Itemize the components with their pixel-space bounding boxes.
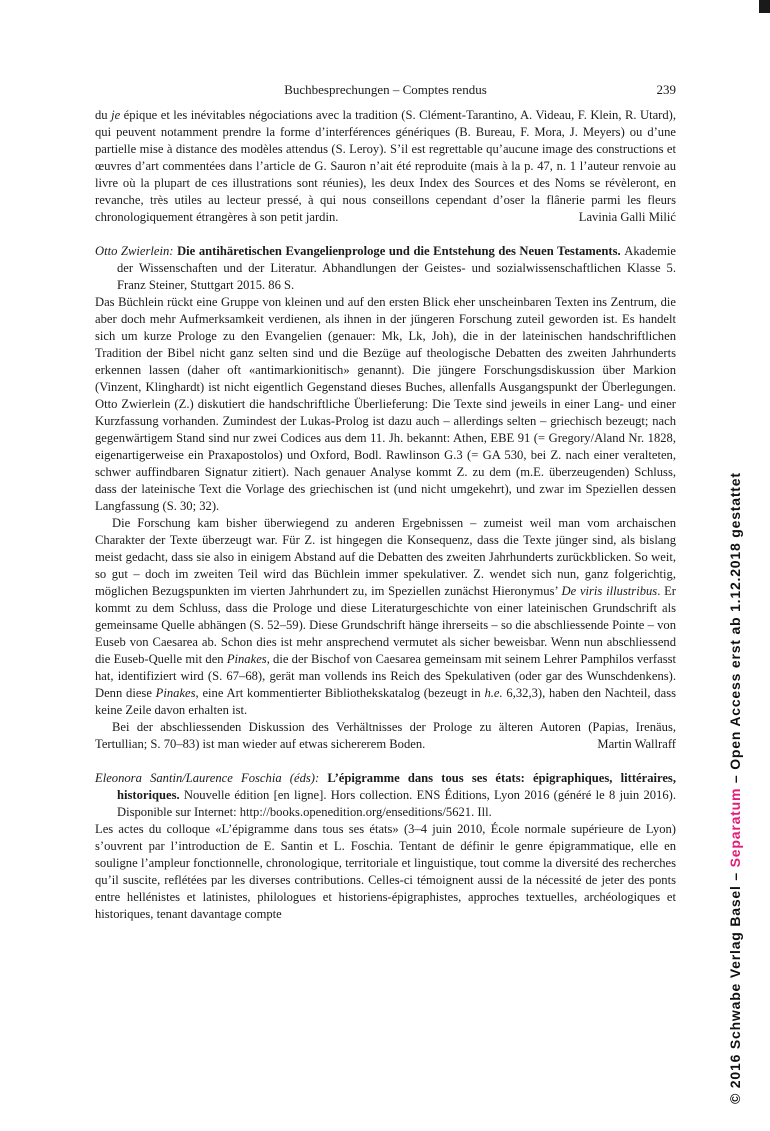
- paragraph-text: Les actes du colloque «L’épigramme dans tous ses états» (3–4 juin 2010, École normale supérieure de Lyon) s’ouvrent par l’introduction de E. Santin et L. Foschia. Tentant de définir le genre épigrammatique, elle en souligne l’ampleur fonctionnelle, chronologique, territoriale et linguistique, tout comme la diversité des recherches qu’il suscite, reflétées par les diverses contributions. Celles-ci témoignent aussi de la nécessité de jeter des ponts entre hellénistes et latinistes, philologues et historiens-épigraphistes, approches textuelles, archéologiques et historiques, tenant davantage compte: [95, 822, 676, 921]
- reviewer-signature: Lavinia Galli Milić: [578, 210, 676, 224]
- review-zwierlein: [95, 243, 676, 753]
- copyright-sidebar: [727, 472, 743, 1104]
- paragraph-text: Bei der abschliessenden Diskussion des Verhältnisses der Prologe zu älteren Autoren (Papias, Irenäus, Tertullian; S. 70–83) ist man wieder auf etwas sichererem Boden.: [95, 720, 676, 751]
- text-block: [95, 107, 676, 923]
- review-paragraph: [95, 821, 676, 923]
- paragraph-text: Die Forschung kam bisher überwiegend zu anderen Ergebnissen – zumeist weil man vom archaischen Charakter der Texte überzeugt war. Für Z. ist hingegen die Konsequenz, dass die Texte jünger sind, als bislang meist gedacht, dass sie also in einigem Abstand auf die Debatten des zweiten Jahrhunderts zurückblicken. So weit, so gut – doch im zweiten Teil wird das Büchlein immer spekulativer. Z. wendet sich nun, ganz folgerichtig, möglichen Bezugspunkten im vierten Jahrhundert zu, im Speziellen zunächst Hieronymus’ De viris illustribus. Er kommt zu dem Schluss, dass die Prologe und diese Literaturgeschichte von einer lateinischen Grundschrift als gemeinsame Quelle abhängen (S. 52–59). Diese Grundschrift hänge ihrerseits – so die abschliessende Pointe – von Euseb von Caesarea ab. Schon dies ist mehr ansprechend vermutet als sicher beweisbar. Wenn nun abschliessend die Euseb-Quelle mit den Pinakes, die der Bischof von Caesarea gemeinsam mit seinem Lehrer Pamphilos verfasst hat, identifiziert wird (S. 67–68), gerät man vollends ins Reich des Spekulativen (oder gar des Wunschdenkens). Denn diese Pinakes, eine Art kommentierter Bibliothekskatalog (bezeugt in h.e. 6,32,3), haben den Nachteil, dass keine Zeile davon erhalten ist.: [95, 516, 677, 717]
- copyright-text-right: – Open Access erst ab 1.12.2018 gestattet: [727, 472, 743, 788]
- heading-text: Eleonora Santin/Laurence Foschia (éds): L’épigramme dans tous ses états: épigraphiques, littéraires, historiques. Nouvelle édition [en ligne]. Hors collection. ENS Éditions, Lyon 2016 (généré le 8 juin 2016). Disponible sur Internet: http://books.openedition.org/enseditions/5621. Ill.: [95, 771, 676, 819]
- review-paragraph: [95, 294, 676, 515]
- review-galli-milic: [95, 107, 676, 226]
- review-paragraph: [95, 515, 676, 719]
- heading-text: Otto Zwierlein: Die antihäretischen Evangelienprologe und die Entstehung des Neuen Testaments. Akademie der Wissenschaften und der Literatur. Abhandlungen der Geistes- und sozialwissenschaftlichen Klasse 5. Franz Steiner, Stuttgart 2015. 86 S.: [95, 244, 676, 292]
- copyright-text-left: © 2016 Schwabe Verlag Basel –: [727, 867, 743, 1104]
- review-santin-foschia: [95, 770, 676, 923]
- review-paragraph: [95, 107, 676, 226]
- paragraph-text: du je épique et les inévitables négociations avec la tradition (S. Clément-Tarantino, A. Videau, F. Klein, R. Utard), qui peuvent notamment prendre la forme d’interférences génériques (B. Bureau, F. Mora, J. Meyers) ou d’une partielle mise à distance des modèles attendus (S. Leroy). S’il est regrettable qu’aucune image des constructions et œuvres d’art commentées dans l’article de G. Sauron n’ait été reproduite (mais à la p. 47, n. 1 l’auteur renvoie au livre où la plupart de ces illustrations sont réunies), les deux Index des Sources et des Noms se révèleront, en revanche, très utiles au lecteur pressé, à qui nous conseillons cependant d’oser la flânerie parmi les fleurs chronologiquement étrangères à son petit jardin.: [95, 108, 677, 224]
- running-header: [95, 81, 676, 98]
- review-heading: [95, 243, 676, 294]
- running-title: Buchbesprechungen – Comptes rendus: [284, 82, 487, 97]
- paragraph-text: Das Büchlein rückt eine Gruppe von kleinen und auf den ersten Blick eher unscheinbaren Texten ins Zentrum, die aber doch mehr Aufmerksamkeit verdienen, als ihnen in der jüngeren Forschung zuteil geworden ist. Es handelt sich um kurze Prologe zu den Evangelien (genauer: Mk, Lk, Joh), die in der lateinischen handschriftlichen Tradition der Bibel nicht ganz selten sind und die Bezüge auf theologische Debatten des zweiten Jahrhunderts erkennen lassen (daher oft «antimarkionitisch» genannt). Die jüngere Forschungsdiskussion über Markion (Vinzent, Klinghardt) ist nicht eigentlich Gegenstand dieses Buches, allenfalls Ausgangspunkt der Überlegungen. Otto Zwierlein (Z.) diskutiert die handschriftliche Überlieferung: Die Texte sind jeweils in einer Lang- und einer Kurzfassung vorhanden. Zumindest der Lukas-Prolog ist dazu auch – allerdings selten – griechisch bezeugt; nach gegenwärtigem Stand sind nur zwei Codices aus dem 11. Jh. bekannt: Athen, EBE 91 (= Gregory/Aland Nr. 1828, eigenartigerweise ein Praxapostolos) und Oxford, Bodl. Rawlinson G.3 (= GA 530, bei Z. nach einer veralteten, schwer auffindbaren Signatur zitiert). Nach genauer Analyse kommt Z. zu dem (m.E. überzeugenden) Schluss, dass der lateinische Text die Vorlage des griechischen ist (und nicht umgekehrt), und zwar im Speziellen dessen Langfassung (S. 30; 32).: [95, 295, 676, 513]
- reviewer-signature: Martin Wallraff: [597, 737, 676, 751]
- separatum-label: Separatum: [727, 787, 743, 868]
- review-paragraph: [95, 719, 676, 753]
- page-number: 239: [656, 82, 676, 97]
- review-heading: [95, 770, 676, 821]
- scan-corner-artifact: [759, 0, 770, 13]
